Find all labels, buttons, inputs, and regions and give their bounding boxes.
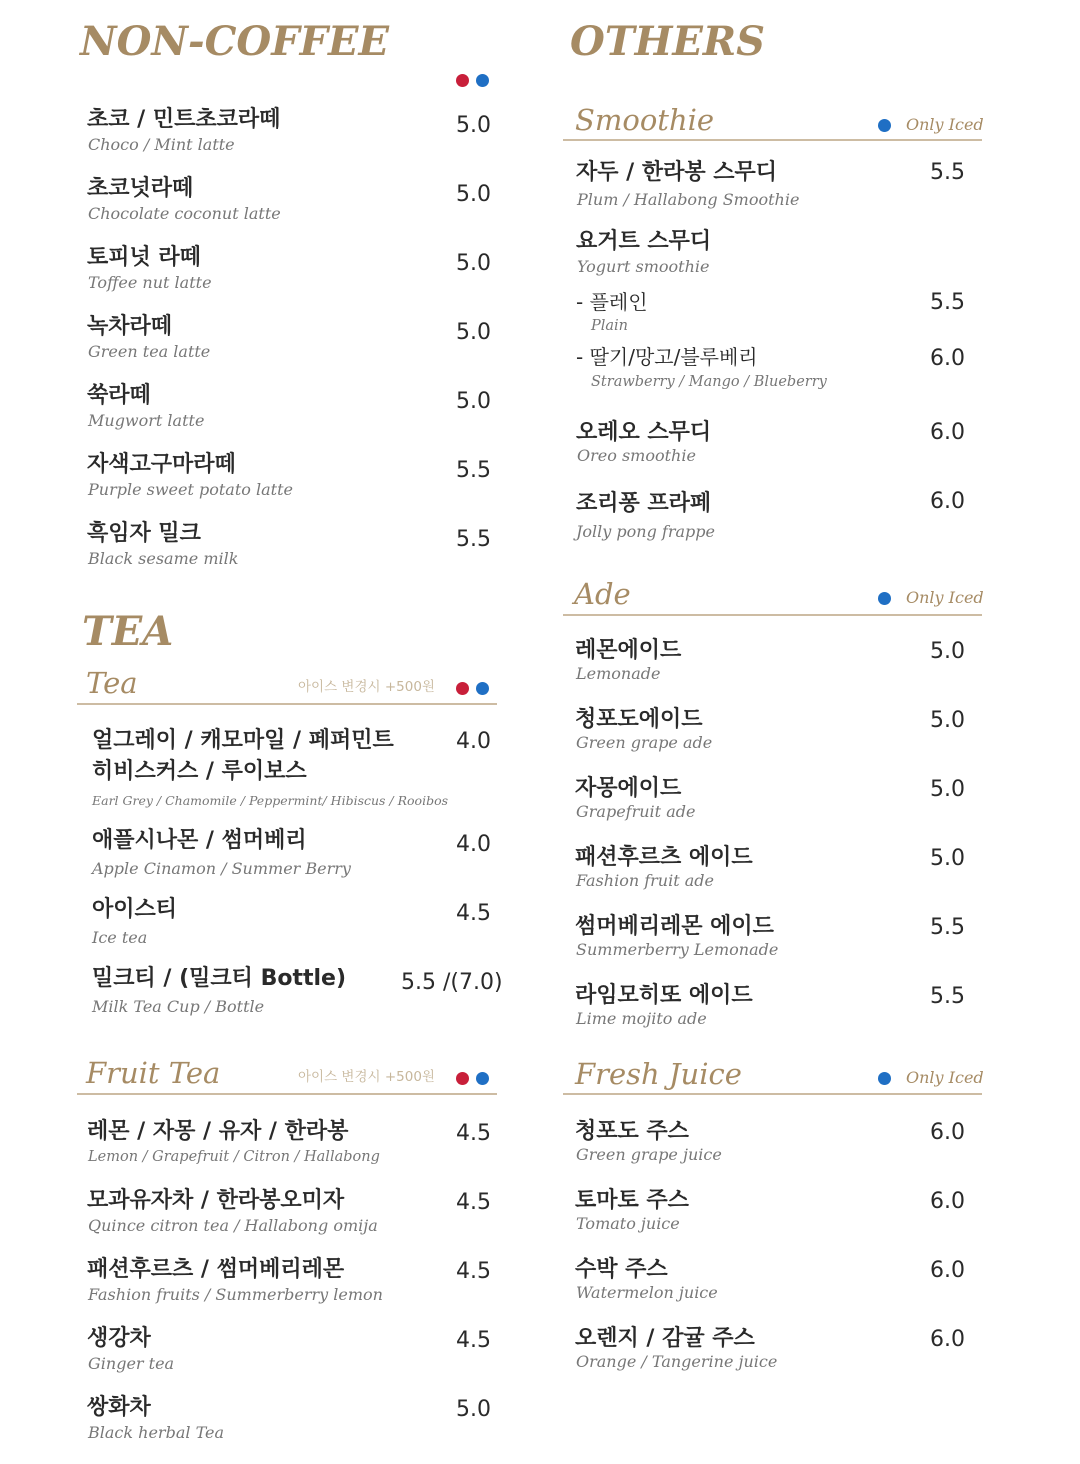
- item-price: 6.0: [930, 346, 965, 371]
- item-name-en: Plum / Hallabong Smoothie: [577, 190, 800, 209]
- item-name-en: Yogurt smoothie: [577, 257, 710, 276]
- item-name-en: Jolly pong frappe: [576, 522, 715, 541]
- item-name-en: Earl Grey / Chamomile / Peppermint/ Hibiscus / Rooibos: [92, 793, 449, 808]
- item-price: 4.5: [456, 1121, 491, 1146]
- item-name-en: Black herbal Tea: [88, 1423, 224, 1442]
- item-name-ko: 아이스티: [92, 897, 178, 922]
- only-iced-label: Only Iced: [906, 588, 984, 607]
- item-name-ko: 초코 / 민트초코라떼: [87, 107, 281, 132]
- item-price: 5.0: [456, 1397, 491, 1422]
- item-name-ko: - 플레인: [576, 290, 648, 314]
- item-name-ko: 녹차라떼: [87, 314, 173, 339]
- item-price: 5.0: [456, 320, 491, 345]
- item-price: 5.5: [930, 984, 965, 1009]
- item-name-ko: 얼그레이 / 캐모마일 / 페퍼민트: [92, 728, 394, 753]
- item-name-en: Summerberry Lemonade: [576, 940, 779, 959]
- item-price: 5.5: [930, 290, 965, 315]
- item-price: 5.0: [930, 708, 965, 733]
- item-name-en: Apple Cinamon / Summer Berry: [92, 859, 351, 878]
- section-divider: [77, 1093, 497, 1095]
- item-name-ko: 밀크티 / (밀크티 Bottle): [92, 966, 347, 991]
- item-price: 4.5: [456, 1190, 491, 1215]
- section-divider: [563, 1093, 982, 1095]
- item-name-en: Fashion fruits / Summerberry lemon: [88, 1285, 383, 1304]
- iced-dot-icon: [476, 74, 489, 87]
- tea-section-title: Tea: [86, 666, 138, 700]
- item-price: 5.0: [456, 182, 491, 207]
- item-name-ko: 청포도에이드: [575, 707, 703, 732]
- tea-title: TEA: [82, 608, 174, 655]
- hot-dot-icon: [456, 74, 469, 87]
- item-name-ko: 조리퐁 프라페: [576, 491, 712, 516]
- fruit-tea-title: Fruit Tea: [86, 1056, 221, 1090]
- item-name-ko: 라임모히또 에이드: [575, 983, 753, 1008]
- item-name-ko: 패션후르츠 에이드: [575, 845, 753, 870]
- item-price: 6.0: [930, 420, 965, 445]
- item-name-ko: 자몽에이드: [575, 776, 682, 801]
- item-name-ko: 요거트 스무디: [576, 229, 712, 254]
- item-price: 4.0: [456, 832, 491, 857]
- hot-dot-icon: [456, 1072, 469, 1085]
- only-iced-label: Only Iced: [906, 115, 984, 134]
- item-name-ko: 모과유자차 / 한라봉오미자: [87, 1188, 345, 1213]
- smoothie-title: Smoothie: [575, 103, 715, 137]
- hot-dot-icon: [456, 682, 469, 695]
- section-divider: [563, 614, 982, 616]
- item-price: 5.5: [930, 160, 965, 185]
- section-divider: [77, 703, 497, 705]
- iced-dot-icon: [878, 119, 891, 132]
- item-price: 4.0: [456, 729, 491, 754]
- item-price: 6.0: [930, 489, 965, 514]
- item-name-ko: 수박 주스: [575, 1257, 668, 1282]
- item-name-en: Purple sweet potato latte: [88, 480, 293, 499]
- item-name-en: Quince citron tea / Hallabong omija: [88, 1216, 378, 1235]
- item-price: 5.5 /(7.0): [401, 970, 503, 995]
- iced-dot-icon: [878, 592, 891, 605]
- item-name-ko: 토마토 주스: [575, 1188, 689, 1213]
- item-name-en: Ice tea: [92, 928, 148, 947]
- item-price: 5.5: [456, 527, 491, 552]
- item-name-ko: 초코넛라떼: [87, 176, 194, 201]
- item-name-en: Green grape juice: [576, 1145, 722, 1164]
- item-name-ko: 애플시나몬 / 썸머베리: [92, 828, 307, 853]
- item-price: 4.5: [456, 901, 491, 926]
- item-name-en: Plain: [591, 318, 629, 334]
- item-name-en: Lime mojito ade: [576, 1009, 707, 1028]
- item-name-en: Watermelon juice: [576, 1283, 718, 1302]
- item-name-en: Green grape ade: [576, 733, 713, 752]
- item-name-en: Black sesame milk: [88, 549, 239, 568]
- item-name-en: Lemon / Grapefruit / Citron / Hallabong: [88, 1149, 380, 1165]
- item-name-en: Orange / Tangerine juice: [576, 1352, 778, 1371]
- item-name-ko: 오렌지 / 감귤 주스: [575, 1326, 755, 1351]
- item-name-ko: 쑥라떼: [87, 383, 151, 408]
- item-name-en: Oreo smoothie: [577, 446, 696, 465]
- item-name-en: Ginger tea: [88, 1354, 175, 1373]
- item-name-ko: 자두 / 한라봉 스무디: [576, 160, 778, 185]
- ice-surcharge-note: 아이스 변경시 +500원: [298, 679, 435, 695]
- item-name-en: Green tea latte: [88, 342, 211, 361]
- item-name-ko-line2: 히비스커스 / 루이보스: [92, 759, 307, 784]
- ice-surcharge-note: 아이스 변경시 +500원: [298, 1069, 435, 1085]
- item-name-en: Fashion fruit ade: [576, 871, 714, 890]
- only-iced-label: Only Iced: [906, 1068, 984, 1087]
- others-title: OTHERS: [570, 18, 766, 65]
- iced-dot-icon: [476, 1072, 489, 1085]
- item-name-ko: 청포도 주스: [575, 1119, 689, 1144]
- item-name-ko: 레몬에이드: [575, 638, 682, 663]
- item-name-en: Lemonade: [576, 664, 661, 683]
- item-name-en: Toffee nut latte: [88, 273, 212, 292]
- item-name-ko: 생강차: [87, 1326, 151, 1351]
- item-name-ko: 흑임자 밀크: [87, 521, 201, 546]
- item-name-en: Chocolate coconut latte: [88, 204, 281, 223]
- item-name-en: Mugwort latte: [88, 411, 205, 430]
- item-price: 5.5: [456, 458, 491, 483]
- item-price: 4.5: [456, 1259, 491, 1284]
- item-name-ko: - 딸기/망고/블루베리: [576, 345, 758, 369]
- item-name-ko: 오레오 스무디: [576, 420, 712, 445]
- item-name-ko: 쌍화차: [87, 1395, 151, 1420]
- item-name-en: Milk Tea Cup / Bottle: [92, 997, 265, 1016]
- item-price: 5.5: [930, 915, 965, 940]
- section-divider: [563, 139, 982, 141]
- item-price: 5.0: [930, 777, 965, 802]
- item-name-en: Grapefruit ade: [576, 802, 696, 821]
- item-price: 4.5: [456, 1328, 491, 1353]
- item-price: 6.0: [930, 1120, 965, 1145]
- ade-title: Ade: [574, 577, 631, 611]
- item-price: 5.0: [930, 639, 965, 664]
- item-name-en: Choco / Mint latte: [88, 135, 235, 154]
- iced-dot-icon: [878, 1072, 891, 1085]
- item-price: 5.0: [456, 113, 491, 138]
- item-name-en: Tomato juice: [576, 1214, 680, 1233]
- item-price: 6.0: [930, 1327, 965, 1352]
- iced-dot-icon: [476, 682, 489, 695]
- item-price: 5.0: [930, 846, 965, 871]
- item-price: 6.0: [930, 1258, 965, 1283]
- item-name-ko: 레몬 / 자몽 / 유자 / 한라봉: [87, 1119, 349, 1144]
- item-price: 5.0: [456, 251, 491, 276]
- fresh-juice-title: Fresh Juice: [575, 1057, 742, 1091]
- item-name-en: Strawberry / Mango / Blueberry: [591, 374, 827, 390]
- item-name-ko: 토피넛 라떼: [87, 245, 201, 270]
- item-price: 5.0: [456, 389, 491, 414]
- item-price: 6.0: [930, 1189, 965, 1214]
- item-name-ko: 패션후르츠 / 썸머베리레몬: [87, 1257, 345, 1282]
- non-coffee-title: NON-COFFEE: [80, 18, 390, 65]
- item-name-ko: 썸머베리레몬 에이드: [575, 914, 774, 939]
- item-name-ko: 자색고구마라떼: [87, 452, 236, 477]
